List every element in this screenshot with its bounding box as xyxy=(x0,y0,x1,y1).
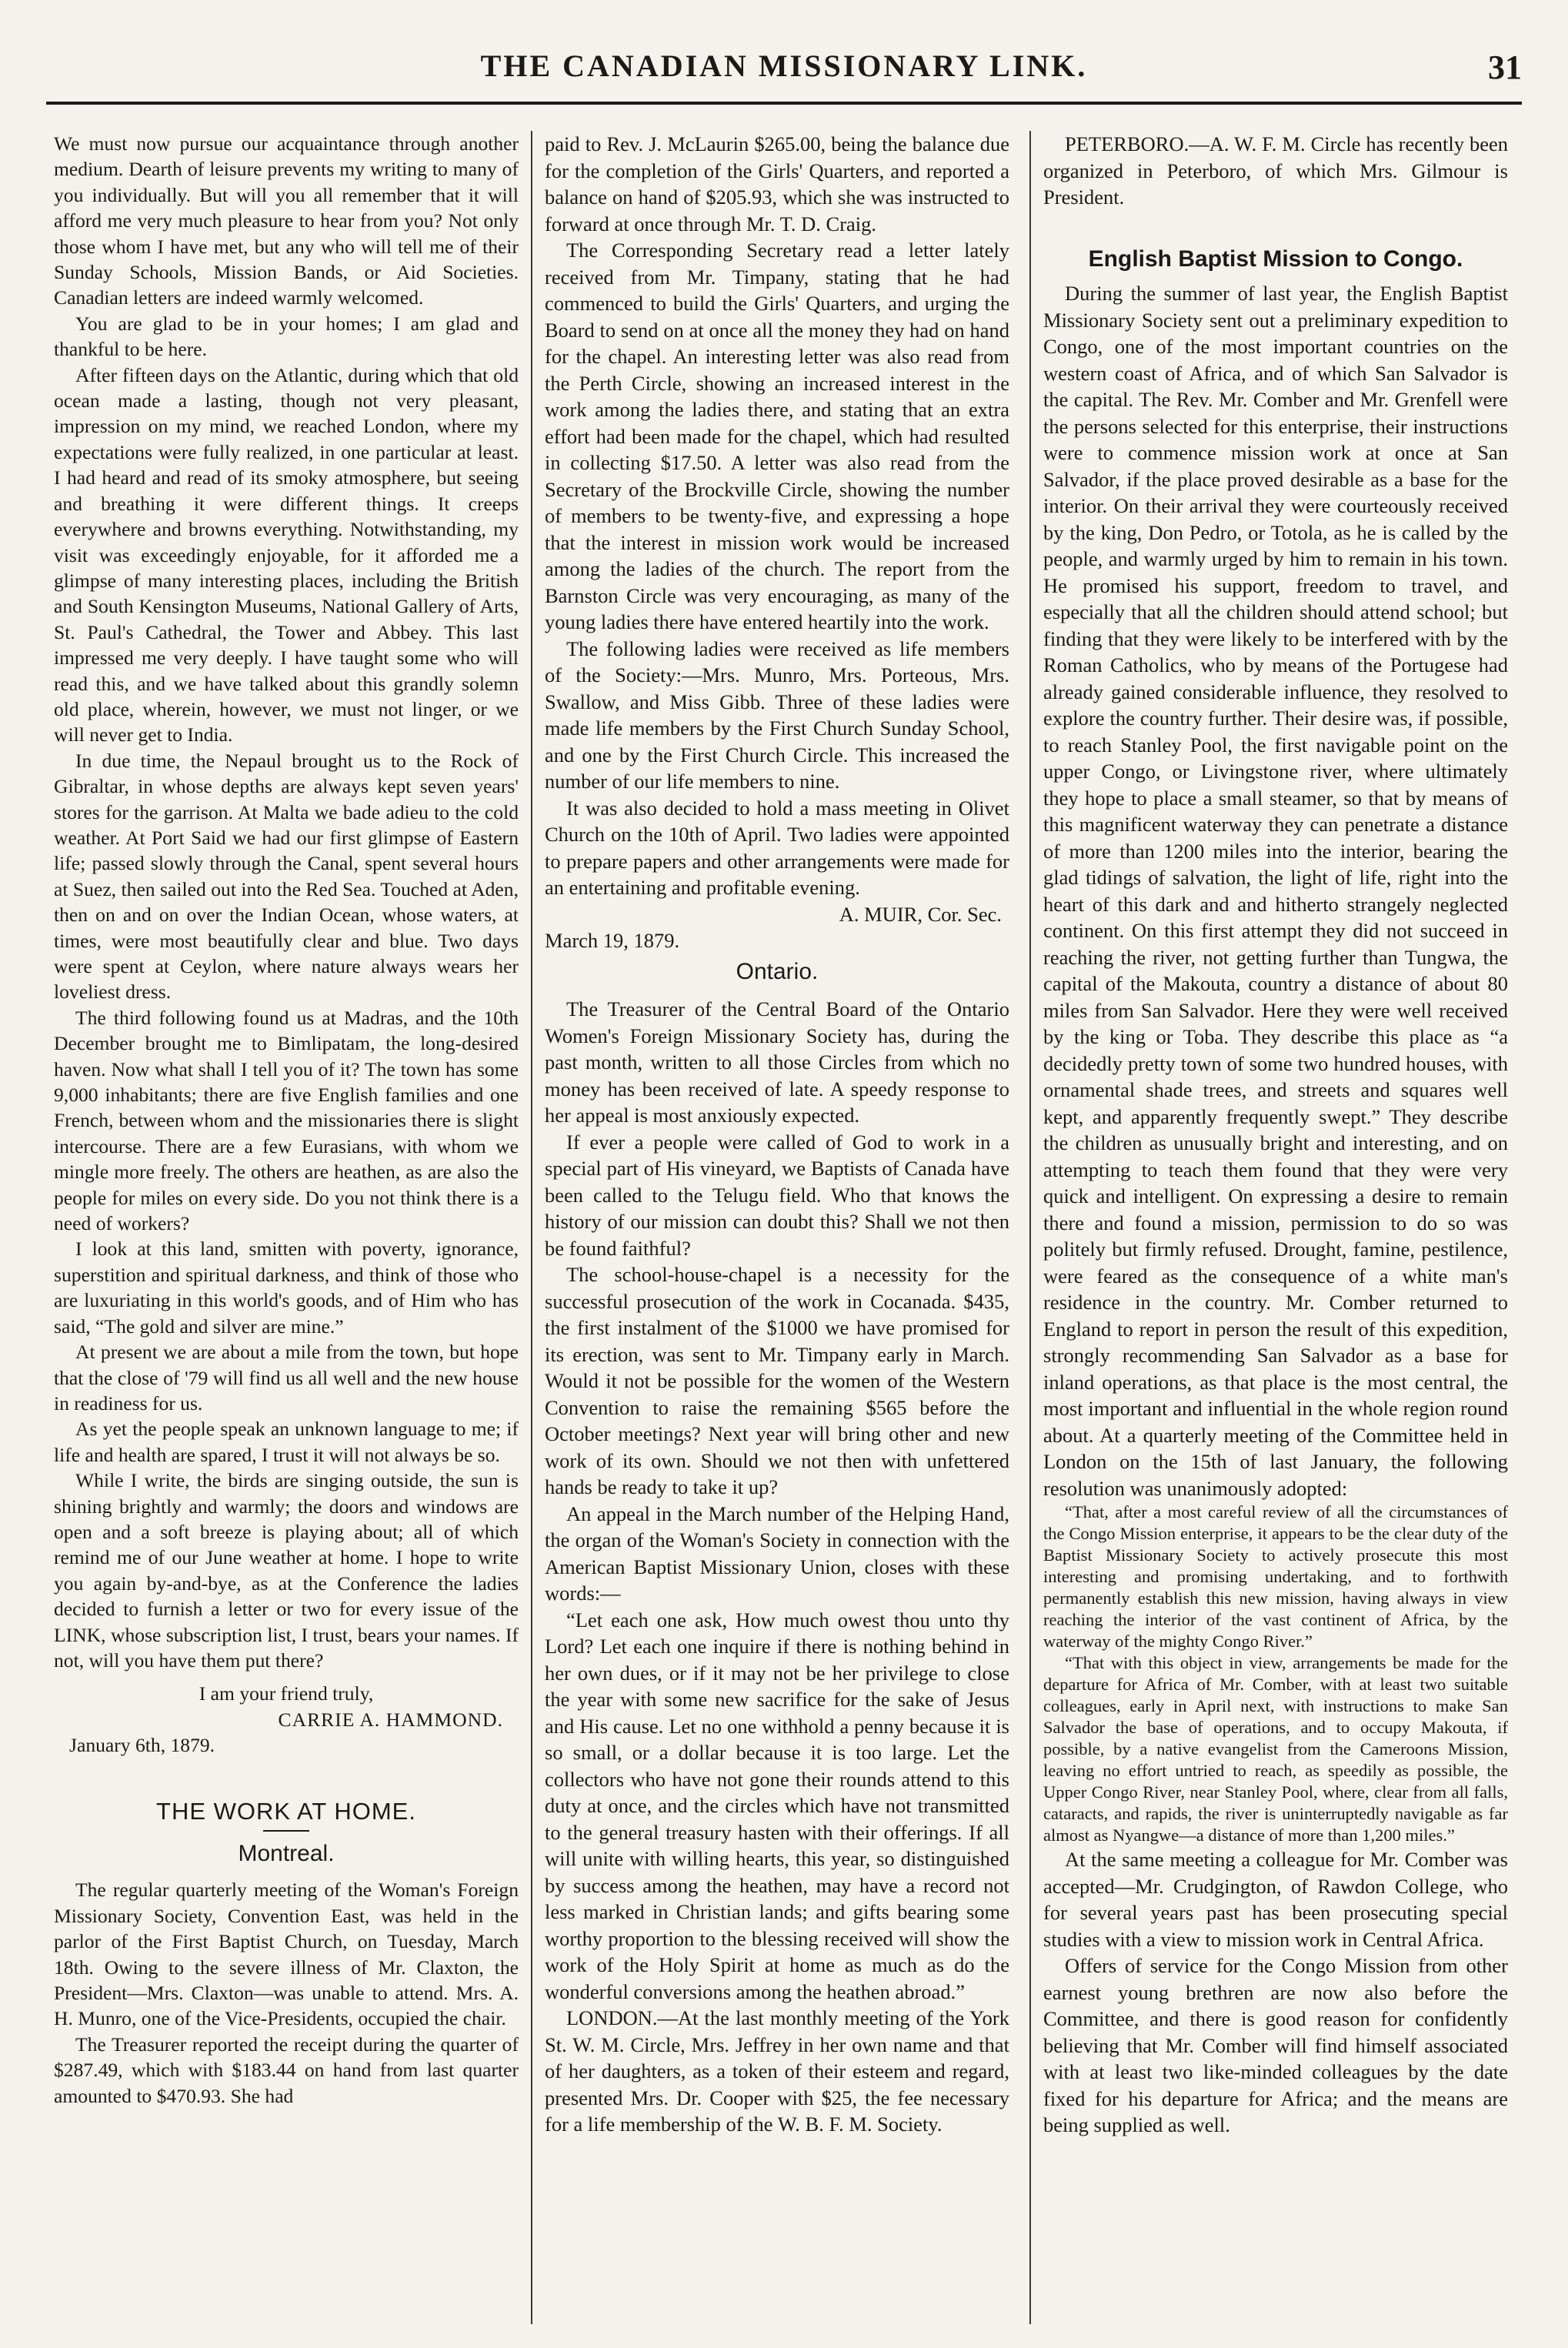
column-divider xyxy=(1029,131,1031,2324)
paragraph: “Let each one ask, How much owest thou unto thy Lord? Let each one inquire if there is nothing behind in her own dues, or if it may not be her privilege to close the year with some new sacrifice for the sake of Jesus and His cause. Let no one withhold a penny because it is so small, or a dollar because it is too large. Let the collectors who have not gone their rounds attend to this duty at once, and the circles which have not transmitted to the general treasury hasten with their offerings. If all will unite with willing hearts, this year, so distinguished by success among the heathen, may have a record not less marked in Christian lands; and gifts bearing some worthy proportion to the blessing received will show the work of the Holy Spirit at home as much as do the wonderful conversions among the heathen abroad.” xyxy=(545,1608,1009,2003)
paragraph: If ever a people were called of God to work in a special part of His vineyard, we Baptists of Canada have been called to the Telugu field. Who that knows the history of our mission can doubt this? Shall we not then be found faithful? xyxy=(545,1130,1009,1260)
paragraph: During the summer of last year, the English Baptist Missionary Society sent out a preliminary expedition to Congo, one of the most important countries on the western coast of Africa, and of which San Salvador is the capital. The Rev. Mr. Comber and Mr. Grenfell were the persons selected for this enterprise, their instructions were to commence mission work at once at San Salvador, if the place proved desirable as a base for the interior. On their arrival they were courteously received by the king, Don Pedro, or Totola, as he is called by the people, and warmly urged by him to remain in his town. He promised his support, freedom to travel, and especially that all the children should attend school; but finding that they were likely to be interfered with by the Roman Catholics, who by means of the Portugese had already gained considerable influence, they resolved to explore the country further. Their desire was, if possible, to reach Stanley Pool, the first navigable point on the upper Congo, or Livingstone river, where ultimately they hope to place a small steamer, so that by means of this magnificent waterway they can penetrate a distance of more than 1200 miles into the interior, bearing the glad tidings of salvation, the light of life, right into the heart of this dark and and hitherto strangely neglected continent. On this first attempt they did not succeed in reaching the river, not getting further than Tungwa, the capital of the Makouta, country a distance of about 80 miles from San Salvador. Here they were well received by the king or Toba. They describe this place as “a decidedly pretty town of some two hundred houses, with ornamental shade trees, and streets and squares well kept, and apparently frequently swept.” They describe the children as unusually bright and interesting, and on attempting to teach them found that they were very quick and intelligent. On expressing a desire to remain there and found a mission, permission to do so was politely but firmly refused. Drought, famine, pestilence, were feared as the consequence of a white man's residence in the country. Mr. Comber returned to England to report in person the result of this expedition, strongly recommending San Salvador as a base for inland operations, as that place is the most central, the most important and influential in the whole region round about. At a quarterly meeting of the Committee held in London on the 15th of last January, the following resolution was unanimously adopted: xyxy=(1043,282,1508,1500)
paragraph: Offers of service for the Congo Mission from other earnest young brethren are now also before the Committee, and there is good reason for confidently believing that Mr. Comber will find himself associated with at least two like-minded colleagues by the date fixed for his departure for Africa; and the means are being supplied as well. xyxy=(1043,1954,1508,2136)
paragraph: We must now pursue our acquaintance through another medium. Dearth of leisure prevents my writing to many of you individually. But will you all remember that it will afford me very much pleasure to hear from you? Not only those whom I have met, but any who will tell me of their Sunday Schools, Mission Bands, or Aid Societies. Canadian letters are indeed warmly welcomed. xyxy=(54,132,519,309)
journal-title: THE CANADIAN MISSIONARY LINK. xyxy=(480,48,1088,83)
paragraph: LONDON.—At the last monthly meeting of the York St. W. M. Circle, Mrs. Jeffrey in her own name and that of her daughters, as a token of their esteem and regard, presented Mrs. Dr. Cooper with $25, the fee necessary for a life membership of the W. B. F. M. Society. xyxy=(545,2006,1009,2136)
letter-date: January 6th, 1879. xyxy=(69,1734,215,1757)
paragraph: The Treasurer of the Central Board of the Ontario Women's Foreign Missionary Society has, during the past month, written to all those Circles from which no money has been received of late. A speedy response to her appeal is most anxiously expected. xyxy=(545,997,1009,1127)
paragraph: The third following found us at Madras, and the 10th December brought me to Bimlipatam, the long-desired haven. Now what shall I tell you of it? The town has some 9,000 inhabitants; there are five English families and one French, between whom and the missionaries there is slight intercourse. There are a few Eurasians, with whom we mingle more freely. The others are heathen, as are also the people for miles on every side. Do you not think there is a need of workers? xyxy=(54,1006,519,1235)
subsection-title: Montreal. xyxy=(238,1841,335,1866)
column-right xyxy=(1043,131,1508,2324)
paragraph: paid to Rev. J. McLaurin $265.00, being the balance due for the completion of the Girls' Quarters, and reported a balance on hand of $205.93, which she was instructed to forward at once through Mr. T. D. Craig. xyxy=(545,132,1009,235)
page-number: 31 xyxy=(1488,48,1522,86)
report-date: March 19, 1879. xyxy=(545,929,680,952)
subsection-title: English Baptist Mission to Congo. xyxy=(1088,245,1463,272)
paragraph: After fifteen days on the Atlantic, during which that old ocean made a lasting, though not very pleasant, impression on my mind, we reached London, where my expectations were fully realized, in one particular at least. I had heard and read of its smoky atmosphere, but seeing and breathing it were different things. It creeps everywhere and browns everything. Notwithstanding, my visit was exceedingly enjoyable, for it afforded me a glimpse of many interesting places, including the British and South Kensington Museums, National Gallery of Arts, St. Paul's Cathedral, the Tower and Abbey. This last impressed me very deeply. I have taught some who will read this, and we have talked about this grandly solemn old place, wherein, however, we must not linger, or we will never get to India. xyxy=(54,363,519,746)
column-middle xyxy=(545,131,1009,2324)
paragraph: You are glad to be in your homes; I am glad and thankful to be here. xyxy=(54,312,519,361)
report-signature: A. MUIR, Cor. Sec. xyxy=(839,902,1002,926)
paragraph: As yet the people speak an unknown language to me; if life and health are spared, I trust it will not always be so. xyxy=(54,1418,519,1466)
paragraph: The Corresponding Secretary read a letter lately received from Mr. Timpany, stating that he had commenced to build the Girls' Quarters, and urging the Board to send on at once all the money they had on hand for the chapel. An interesting letter was also read from the Perth Circle, showing an increased interest in the work among the ladies there, and stating that an extra effort had been made for the chapel, which had resulted in collecting $17.50. A letter was also read from the Secretary of the Brockville Circle, showing the number of members to be twenty-five, and expressing a hope that the interest in mission work would be increased among the ladies of the church. The report from the Barnston Circle was very encouraging, as many of the young ladies there have entered heartily into the work. xyxy=(545,239,1009,633)
paragraph: In due time, the Nepaul brought us to the Rock of Gibraltar, in whose depths are always kept seven years' stores for the garrison. At Malta we bade adieu to the cold weather. At Port Said we had our first glimpse of Eastern life; passed slowly through the Canal, spent several hours at Suez, then sailed out into the Red Sea. Touched at Aden, then on and on over the Indian Ocean, whose waters, at times, were most beautifully clear and blue. Two days were spent at Ceylon, where nature always wears her loveliest dress. xyxy=(54,749,519,1004)
paragraph: The school-house-chapel is a necessity for the successful prosecution of the work in Cocanada. $435, the first instalment of the $1000 we have promised for its erection, was sent to Mr. Timpany early in March. Would it not be possible for the women of the Western Convention to raise the remaining $565 before the October meetings? Next year will bring other and new work of its own. Should we not then with unfettered hands be ready to take it up? xyxy=(545,1263,1009,1498)
paragraph: The regular quarterly meeting of the Woman's Foreign Missionary Society, Convention East, was held in the parlor of the First Baptist Church, on Tuesday, March 18th. Owing to the severe illness of Mr. Claxton, the President—Mrs. Claxton—was unable to attend. Mrs. A. H. Munro, one of the Vice-Presidents, occupied the chair. xyxy=(54,1879,519,2030)
page-header xyxy=(46,48,1522,91)
quoted-resolution: “That, after a most careful review of all the circumstances of the Congo Mission enterprise, it appears to be the clear duty of the Baptist Missionary Society to actively prosecute this most interesting and promising undertaking, and to forthwith permanently establish this new mission, having always in view reaching the interior of the vast continent of Africa, by the waterway of the mighty Congo River.” xyxy=(1043,1502,1508,1651)
paragraph: It was also decided to hold a mass meeting in Olivet Church on the 10th of April. Two ladies were appointed to prepare papers and other arrangements were made for an entertaining and profitable evening. xyxy=(545,796,1009,899)
paragraph: I look at this land, smitten with poverty, ignorance, superstition and spiritual darkness, and think of those who are luxuriating in this world's goods, and of Him who has said, “The gold and silver are mine.” xyxy=(54,1237,519,1338)
column-left xyxy=(54,131,519,2324)
paragraph: While I write, the birds are singing outside, the sun is shining brightly and warmly; the doors and windows are open and a soft breeze is playing about; all of which remind me of our June weather at home. I hope to write you again by-and-bye, as at the Conference the ladies decided to furnish a letter or two for every issue of the LINK, whose subscription list, I trust, bears your names. If not, will you have them put there? xyxy=(54,1469,519,1672)
letter-signature: CARRIE A. HAMMOND. xyxy=(278,1708,503,1731)
section-title: THE WORK AT HOME. xyxy=(156,1797,416,1825)
paragraph: At present we are about a mile from the town, but hope that the close of '79 will find us all well and the new house in readiness for us. xyxy=(54,1341,519,1414)
subsection-title: Ontario. xyxy=(736,958,819,984)
paragraph: The Treasurer reported the receipt during the quarter of $287.49, which with $183.44 on hand from last quarter amounted to $470.93. She had xyxy=(54,2032,519,2107)
paragraph: At the same meeting a colleague for Mr. Comber was accepted—Mr. Crudgington, of Rawdon College, who for several years past has been prosecuting special studies with a view to mission work in Central Africa. xyxy=(1043,1848,1508,1951)
paragraph: The following ladies were received as life members of the Society:—Mrs. Munro, Mrs. Porteous, Mrs. Swallow, and Miss Gibb. Three of these ladies were made life members by the First Church Sunday School, and one by the First Church Circle. This increased the number of our life members to nine. xyxy=(545,636,1009,793)
quoted-resolution: “That with this object in view, arrangements be made for the departure for Africa of Mr. Comber, with at least two suitable colleagues, early in April next, with instructions to make San Salvador the base of operations, and to occupy Makouta, if possible, by a native evangelist from the Cameroons Mission, leaving no effort untried to reach, as speedily as possible, the Upper Congo River, near Stanley Pool, where, clear from all falls, cataracts, and rapids, the river is uninterruptedly navigable as far almost as Nyangwe—a distance of more than 1,200 miles.” xyxy=(1043,1653,1508,1845)
column-divider xyxy=(531,131,532,2324)
paragraph: An appeal in the March number of the Helping Hand, the organ of the Woman's Society in connection with the American Baptist Missionary Union, closes with these words:— xyxy=(545,1501,1009,1605)
header-rule xyxy=(46,102,1522,105)
letter-closing: I am your friend truly, xyxy=(199,1682,374,1705)
section-rule xyxy=(263,1830,309,1832)
paragraph: PETERBORO.—A. W. F. M. Circle has recently been organized in Peterboro, of which Mrs. Gilmour is President. xyxy=(1043,132,1508,209)
